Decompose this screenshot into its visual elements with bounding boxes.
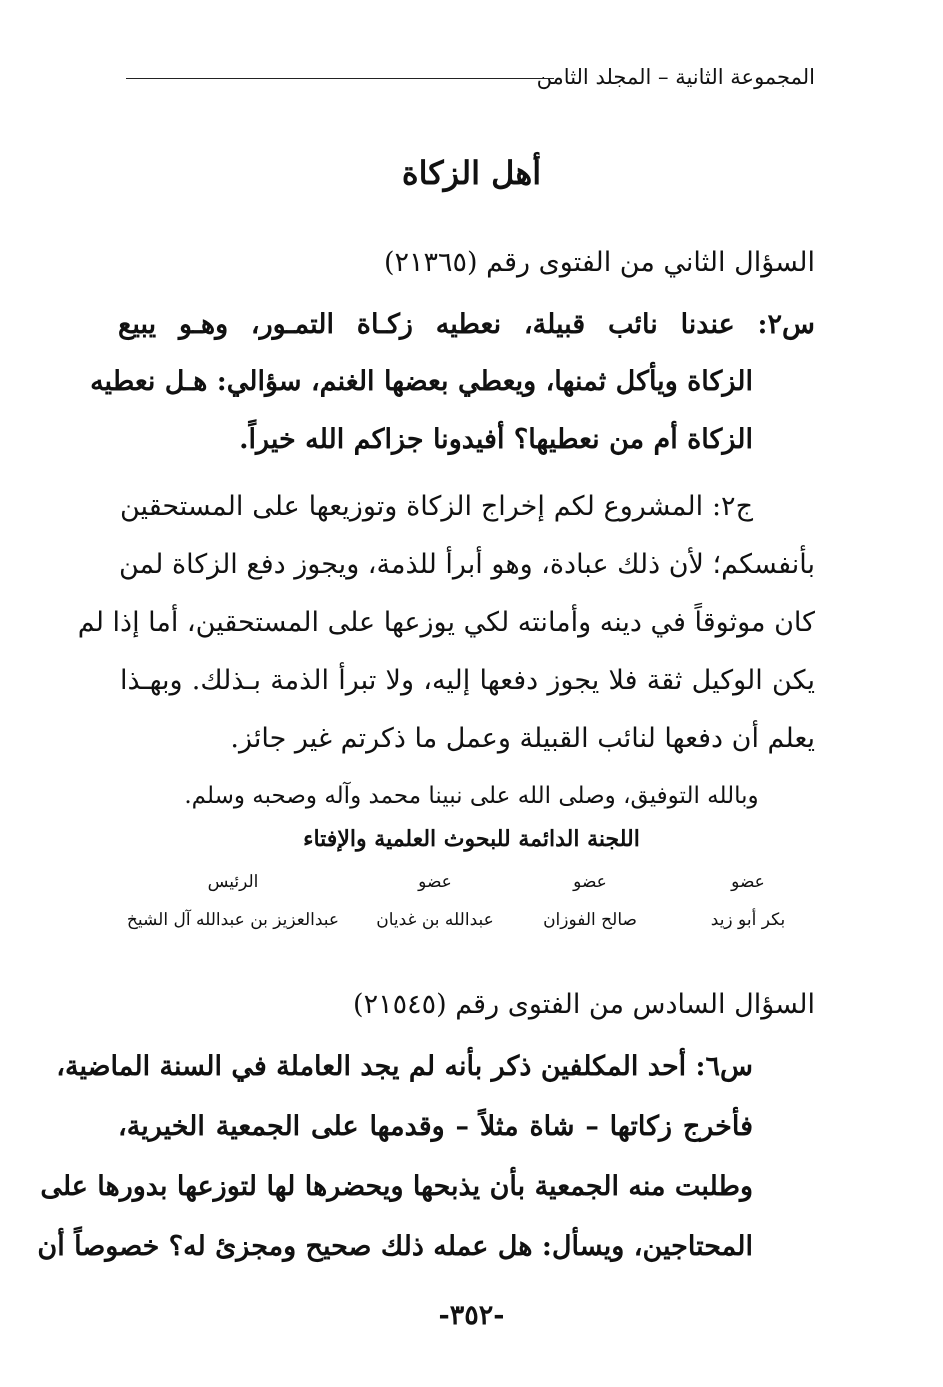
committee-name: اللجنة الدائمة للبحوث العلمية والإفتاء bbox=[303, 826, 640, 852]
signatory-role: عضو bbox=[573, 872, 607, 892]
answer-1-line-2: بأنفسكم؛ لأن ذلك عبادة، وهو أبرأ للذمة، ويجوز دفع الزكاة لمن bbox=[118, 549, 815, 580]
question-2-line-4: المحتاجين، ويسأل: هل عمله ذلك صحيح ومجزئ له؟ خصوصاً أن bbox=[37, 1231, 753, 1262]
signatory-name: صالح الفوزان bbox=[543, 910, 637, 930]
answer-1-line-5: يعلم أن دفعها لنائب القبيلة وعمل ما ذكرتم غير جائز. bbox=[230, 723, 815, 754]
signatory-role: عضو bbox=[731, 872, 765, 892]
answer-1-line-1: ج٢: المشروع لكم إخراج الزكاة وتوزيعها على المستحقين bbox=[120, 491, 753, 522]
question-1-line-1: س٢: عندنا نائب قبيلة، نعطيه زكـاة التمـور، وهـو يبيع bbox=[118, 309, 815, 340]
question-2-line-2: فأخرج زكاتها – شاة مثلاً – وقدمها على الجمعية الخيرية، bbox=[118, 1111, 753, 1142]
question-reference-1: السؤال الثاني من الفتوى رقم (٢١٣٦٥) bbox=[383, 247, 815, 278]
signatory-name: عبدالعزيز بن عبدالله آل الشيخ bbox=[126, 910, 340, 930]
question-1-line-2: الزكاة ويأكل ثمنها، ويعطي بعضها الغنم، سؤالي: هـل نعطيه bbox=[90, 366, 753, 397]
section-title: أهل الزكاة bbox=[401, 154, 542, 192]
signatory-2 bbox=[520, 870, 660, 932]
answer-1-line-3: كان موثوقاً في دينه وأمانته لكي يوزعها على المستحقين، أما إذا لم bbox=[77, 607, 815, 638]
running-head: المجموعة الثانية – المجلد الثامن bbox=[536, 65, 815, 89]
question-2-line-1: س٦: أحد المكلفين ذكر بأنه لم يجد العاملة في السنة الماضية، bbox=[56, 1051, 753, 1082]
closing-formula: وبالله التوفيق، وصلى الله على نبينا محمد وآله وصحبه وسلم. bbox=[184, 783, 759, 809]
question-reference-2: السؤال السادس من الفتوى رقم (٢١٥٤٥) bbox=[353, 989, 815, 1020]
header-rule bbox=[126, 78, 554, 79]
page-number: -٣٥٢- bbox=[438, 1300, 505, 1331]
signatory-role: عضو bbox=[418, 872, 452, 892]
signatory-name: عبدالله بن غديان bbox=[376, 910, 494, 930]
signatory-1 bbox=[678, 870, 818, 932]
signatory-role: الرئيس bbox=[207, 872, 259, 892]
question-1-line-3: الزكاة أم من نعطيها؟ أفيدونا جزاكم الله خيراً. bbox=[239, 424, 753, 455]
signatory-3 bbox=[360, 870, 510, 932]
question-2-line-3: وطلبت منه الجمعية بأن يذبحها ويحضرها لها لتوزعها بدورها على bbox=[40, 1171, 753, 1202]
signatory-name: بكر أبو زيد bbox=[710, 910, 786, 930]
answer-1-line-4: يكن الوكيل ثقة فلا يجوز دفعها إليه، ولا تبرأ الذمة بـذلك. وبهـذا bbox=[120, 665, 815, 696]
signatory-chairman bbox=[118, 870, 348, 932]
